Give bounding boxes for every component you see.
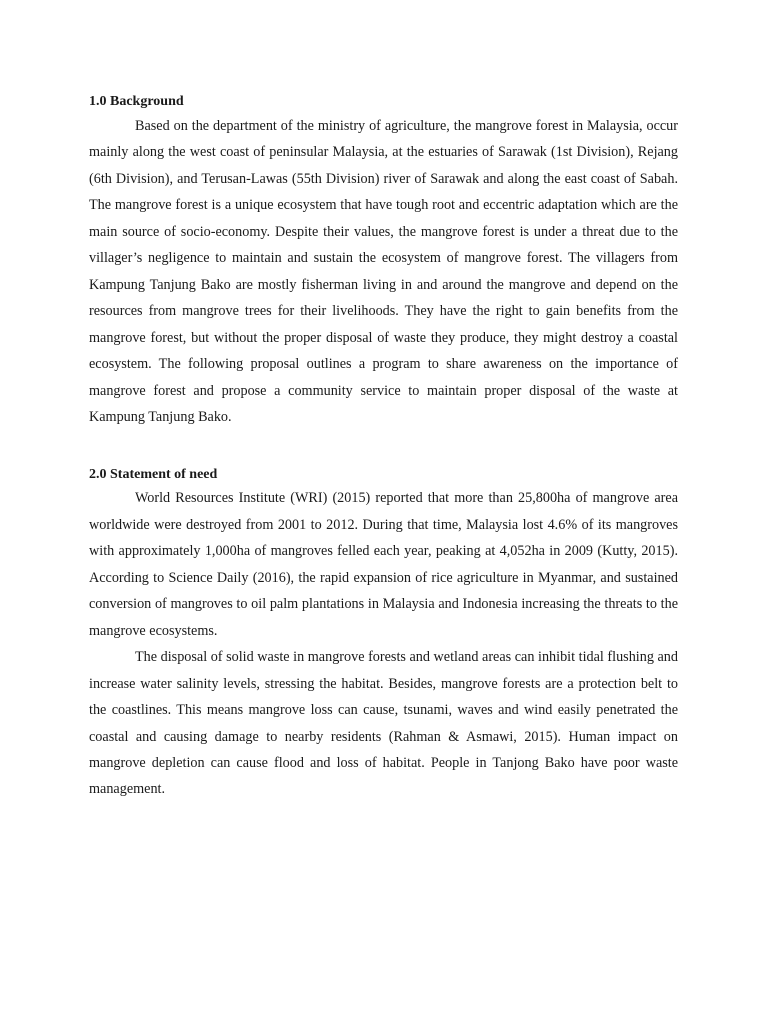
paragraph-statement-of-need-1: World Resources Institute (WRI) (2015) reported that more than 25,800ha of mangrove area worldwide were destroyed from 2001 to 2012. During that time, Malaysia lost 4.6% of its mangroves with approximately 1,000ha of mangroves felled each year, peaking at 4,052ha in 2009 (Kutty, 2015). According to Science Daily (2016), the rapid expansion of rice agriculture in Myanmar, and sustained conversion of mangroves to oil palm plantations in Malaysia and Indonesia increasing the threats to the mangrove ecosystems. [89, 490, 678, 639]
section-statement-of-need [89, 465, 678, 802]
section-heading-background: 1.0 Background [89, 94, 184, 109]
section-heading-statement-of-need: 2.0 Statement of need [89, 467, 218, 483]
document-page [89, 92, 678, 803]
paragraph-statement-of-need-2: The disposal of solid waste in mangrove forests and wetland areas can inhibit tidal flushing and increase water salinity levels, stressing the habitat. Besides, mangrove forests are a protection belt to the coastlines. This means mangrove loss can cause, tsunami, waves and wind easily penetrated the coastal and causing damage to nearby residents (Rahman & Asmawi, 2015). Human impact on mangrove depletion can cause flood and loss of habitat. People in Tanjong Bako have poor waste management. [89, 649, 678, 798]
section-background [89, 92, 678, 430]
paragraph-background-1: Based on the department of the ministry of agriculture, the mangrove forest in Malaysia, occur mainly along the west coast of peninsular Malaysia, at the estuaries of Sarawak (1st Division), Rejang (6th Division), and Terusan-Lawas (55th Division) river of Sarawak and along the east coast of Sabah. The mangrove forest is a unique ecosystem that have tough root and eccentric adaptation which are the main source of socio-economy. Despite their values, the mangrove forest is under a threat due to the villager’s negligence to maintain and sustain the ecosystem of mangrove forest. The villagers from Kampung Tanjung Bako are mostly fisherman living in and around the mangrove and depend on the resources from mangrove trees for their livelihoods. They have the right to gain benefits from the mangrove forest, but without the proper disposal of waste they produce, they might destroy a coastal ecosystem. The following proposal outlines a program to share awareness on the importance of mangrove forest and propose a community service to maintain proper disposal of the waste at Kampung Tanjung Bako. [89, 118, 678, 425]
